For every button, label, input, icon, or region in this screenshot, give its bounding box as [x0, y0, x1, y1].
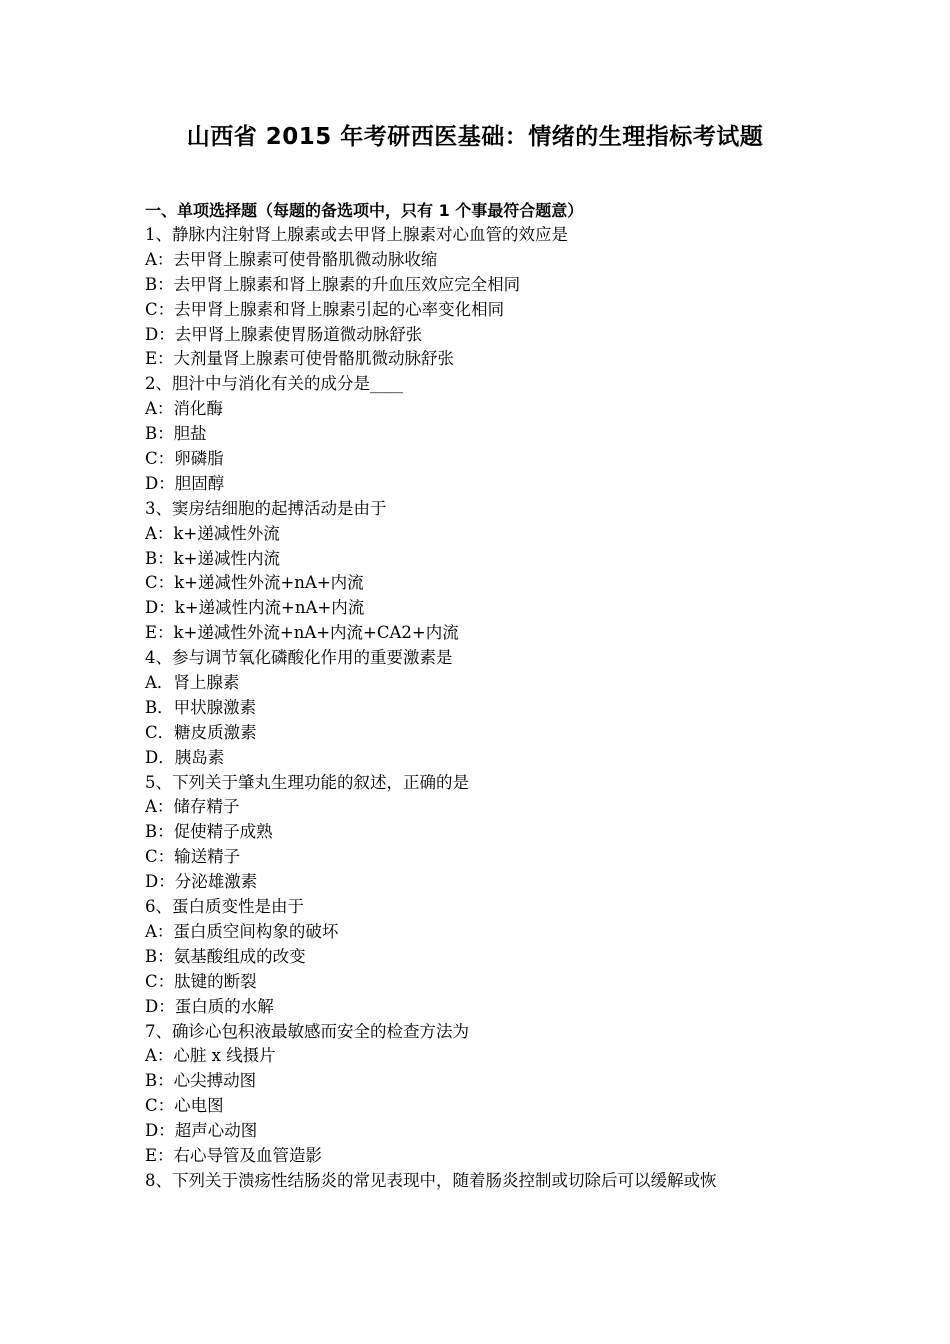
question-6 [145, 895, 835, 1019]
option-e: E：k+递减性外流+nA+内流+CA2+内流 [145, 623, 459, 643]
question-2 [145, 372, 835, 496]
option-b: B：促使精子成熟 [145, 822, 273, 842]
option-d: D：k+递减性内流+nA+内流 [145, 598, 365, 618]
question-5 [145, 771, 835, 895]
option-a: A：储存精子 [145, 797, 240, 817]
option-b: B：心尖搏动图 [145, 1071, 257, 1091]
question-stem: 1、静脉内注射肾上腺素或去甲肾上腺素对心血管的效应是 [145, 225, 568, 244]
option-c: C．糖皮质激素 [145, 722, 257, 742]
option-d: D．胰岛素 [145, 747, 225, 767]
question-stem: 7、确诊心包积液最敏感而安全的检查方法为 [145, 1021, 469, 1041]
option-a: A：蛋白质空间构象的破坏 [145, 921, 339, 941]
document-title: 山西省 2015 年考研西医基础：情绪的生理指标考试题 [186, 124, 764, 150]
document-body [145, 198, 835, 1194]
question-stem: 3、窦房结细胞的起搏活动是由于 [145, 498, 387, 518]
option-d: D：去甲肾上腺素使胃肠道微动脉舒张 [145, 324, 423, 344]
question-8 [145, 1169, 835, 1194]
option-b: B：去甲肾上腺素和肾上腺素的升血压效应完全相同 [145, 274, 521, 294]
option-b: B：k+递减性内流 [145, 548, 280, 568]
option-a: A．肾上腺素 [145, 673, 240, 693]
option-d: D：分泌雄激素 [145, 872, 258, 892]
option-a: A：k+递减性外流 [145, 523, 280, 543]
option-c: C：肽键的断裂 [145, 971, 257, 991]
option-d: D：蛋白质的水解 [145, 996, 274, 1016]
option-b: B．甲状腺激素 [145, 697, 257, 717]
option-a: A：消化酶 [145, 399, 223, 419]
option-c: C：输送精子 [145, 847, 241, 867]
section-heading: 一、单项选择题（每题的备选项中，只有 1 个事最符合题意） [145, 201, 584, 220]
option-d: D：胆固醇 [145, 473, 225, 493]
question-3 [145, 497, 835, 646]
question-4 [145, 646, 835, 770]
option-e: E：大剂量肾上腺素可使骨骼肌微动脉舒张 [145, 349, 455, 369]
option-a: A：去甲肾上腺素可使骨骼肌微动脉收缩 [145, 249, 438, 269]
option-a: A：心脏 x 线摄片 [145, 1046, 276, 1066]
option-b: B：胆盐 [145, 424, 207, 444]
question-1 [145, 223, 835, 372]
option-d: D：超声心动图 [145, 1121, 258, 1141]
option-c: C：去甲肾上腺素和肾上腺素引起的心率变化相同 [145, 299, 505, 319]
question-stem: 6、蛋白质变性是由于 [145, 897, 304, 917]
option-c: C：卵磷脂 [145, 449, 224, 469]
question-stem: 4、参与调节氧化磷酸化作用的重要激素是 [145, 648, 453, 668]
question-stem: 2、胆汁中与消化有关的成分是____ [145, 374, 403, 394]
option-c: C：心电图 [145, 1096, 224, 1116]
option-b: B：氨基酸组成的改变 [145, 946, 306, 966]
question-stem: 8、下列关于溃疡性结肠炎的常见表现中，随着肠炎控制或切除后可以缓解或恢 [145, 1170, 717, 1190]
option-c: C：k+递减性外流+nA+内流 [145, 573, 364, 593]
question-stem: 5、下列关于肇丸生理功能的叙述，正确的是 [145, 772, 469, 792]
question-7 [145, 1020, 835, 1169]
option-e: E：右心导管及血管造影 [145, 1145, 323, 1165]
